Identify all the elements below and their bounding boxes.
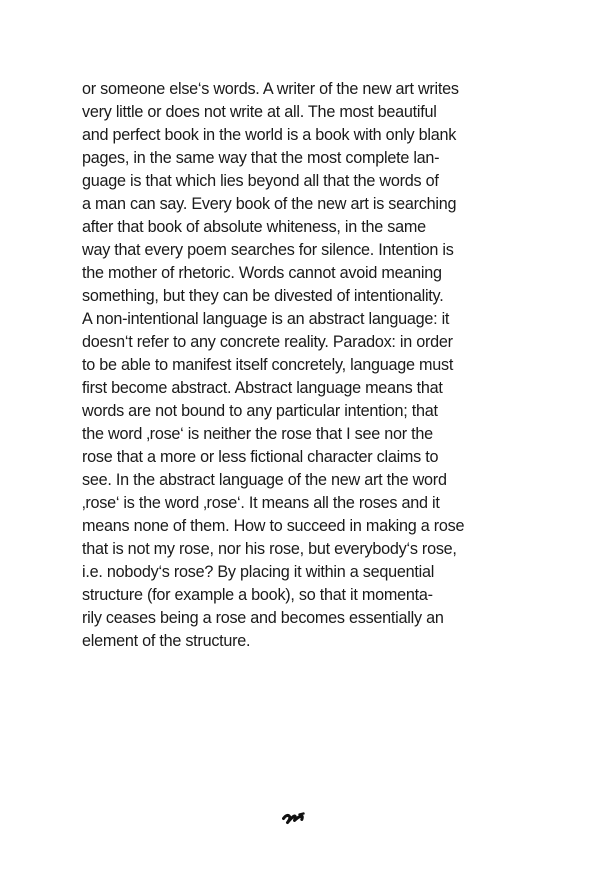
text-line: guage is that which lies beyond all that the words of <box>82 172 439 190</box>
text-line: see. In the abstract language of the new art the word <box>82 471 447 489</box>
body-text <box>82 78 522 653</box>
text-line: pages, in the same way that the most complete lan- <box>82 149 440 167</box>
text-line: ‚rose‘ is the word ‚rose‘. It means all the roses and it <box>82 494 440 512</box>
text-line: and perfect book in the world is a book with only blank <box>82 126 457 144</box>
text-line: words are not bound to any particular intention; that <box>82 402 438 420</box>
text-line: first become abstract. Abstract language means that <box>82 379 443 397</box>
text-line: the mother of rhetoric. Words cannot avoid meaning <box>82 264 442 282</box>
text-line: A non-intentional language is an abstract language: it <box>82 310 450 328</box>
text-line: very little or does not write at all. The most beautiful <box>82 103 437 121</box>
text-line: to be able to manifest itself concretely, language must <box>82 356 454 374</box>
text-line: rose that a more or less fictional character claims to <box>82 448 439 466</box>
text-line: after that book of absolute whiteness, in the same <box>82 218 426 236</box>
text-line: doesn‘t refer to any concrete reality. Paradox: in order <box>82 333 453 351</box>
text-line: something, but they can be divested of intentionality. <box>82 287 444 305</box>
text-line: way that every poem searches for silence. Intention is <box>82 241 454 259</box>
text-line: that is not my rose, nor his rose, but everybody‘s rose, <box>82 540 457 558</box>
text-line: or someone else‘s words. A writer of the new art writes <box>82 80 459 98</box>
page-number-glyph-icon <box>282 808 306 826</box>
text-line: structure (for example a book), so that it momenta- <box>82 586 433 604</box>
text-line: a man can say. Every book of the new art is searching <box>82 195 457 213</box>
text-line: i.e. nobody‘s rose? By placing it within a sequential <box>82 563 435 581</box>
text-line: element of the structure. <box>82 632 251 650</box>
text-line: the word ‚rose‘ is neither the rose that I see nor the <box>82 425 433 443</box>
text-line: means none of them. How to succeed in making a rose <box>82 517 465 535</box>
text-line: rily ceases being a rose and becomes essentially an <box>82 609 444 627</box>
